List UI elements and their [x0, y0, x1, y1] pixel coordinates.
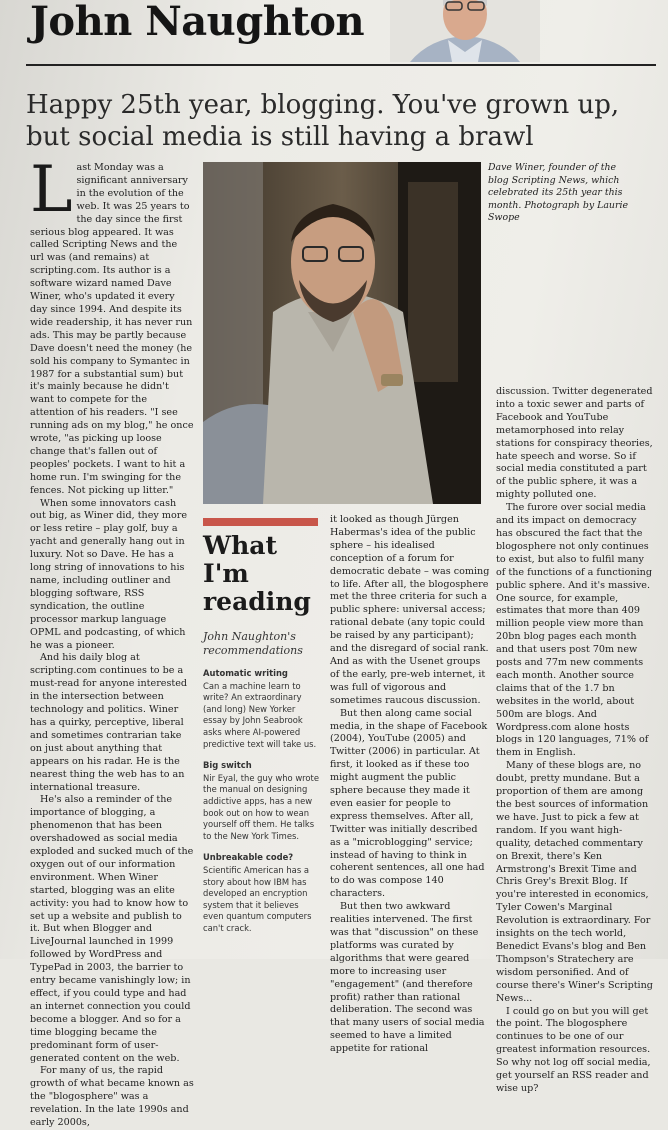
recommendation-text: Nir Eyal, the guy who wrote the manual on designing addictive apps, has a new book out on how to wean yourself off them. He talks to the New York Times. [203, 772, 319, 841]
drop-cap: L [30, 153, 73, 227]
paragraph-8: But then two awkward realities intervened. The first was that "discussion" on these platforms was curated by algorithms that were geared more to increasing user "engagement" (and therefore profit) rather than rational deliberation. The second was that many users of social media seemed to have a limited appetite for rational [330, 901, 485, 1055]
paragraph-10: The furore over social media and its impact on democracy has obscured the fact that the blogosphere not only continues to exist, but also to fulfil many of the functions of a functioning public sphere. And it's massive. One source, for example, estimates that more than 409 million people view more than 20bn blog pages each month and that users post 70m new posts and 77m new comments each month. Another source claims that of the 1.7 bn websites in the world, about 500m are blogs. And Wordpress.com alone hosts blogs in 120 languages, 71% of them in English. [496, 502, 652, 759]
article-column-3 [330, 514, 490, 1056]
recommendation-label: Unbreakable code? [203, 852, 294, 863]
recommendation-item [203, 668, 321, 750]
recommendation-label: Big switch [203, 760, 252, 771]
paragraph-9: discussion. Twitter degenerated into a toxic sewer and parts of Facebook and YouTube metamorphosed into relay stations for conspiracy theories, hate speech and worse. So if social media constituted a part of the public sphere, it was a mighty polluted one. [496, 386, 653, 501]
box-accent-rule [203, 518, 318, 526]
box-title: What I'm reading [203, 531, 311, 616]
box-subtitle: John Naughton's recommendations [203, 630, 303, 657]
paragraph-3: And his daily blog at scripting.com continues to be a must-read for anyone interested in the intersection between technology and politics. Winer has a quirky, perceptive, liberal and sometimes contrarian take on just about anything that appears on his radar. He is the nearest thing the web has to an international treasure. [30, 652, 188, 793]
recommendation-text: Scientific American has a story about how IBM has developed an encryption system that it believes even quantum computers can't crack. [203, 864, 312, 933]
photo-caption: Dave Winer, founder of the blog Scripting News, which celebrated its 25th year this month. Photograph by Laurie Swope [488, 162, 628, 223]
recommendation-item [203, 760, 321, 842]
paragraph-1-text: ast Monday was a significant anniversary in the evolution of the web. It was 25 years to the day since the first serious blog appeared. It was called Scripting News and the url was (and remains) at scripting.com. Its author is a software wizard named Dave Winer, who's updated it every day since 1994. And despite its wide readership, it has never run ads. This may be partly because Dave doesn't need the money (he sold his company to Symantec in 1987 for a substantial sum) but it's mainly because he didn't want to compete for the attention of his readers. "I see running ads on my blog," he once wrote, "as picking up loose change that's fallen out of peoples' pockets. I want to hit a home run. I'm swinging for the fences. Not picking up litter." [30, 162, 194, 496]
columnist-portrait [390, 0, 540, 62]
header-rule [26, 64, 656, 66]
paragraph-4: He's also a reminder of the importance of blogging, a phenomenon that has been overshadowed as social media exploded and sucked much of the oxygen out of our information environment. When Winer started, blogging was an elite activity: you had to know how to set up a website and publish to it. But when Blogger and LiveJournal launched in 1999 followed by WordPress and TypePad in 2003, the barrier to entry became vanishingly low; in effect, if you could type and had an internet connection you could become a blogger. And so for a time blogging became the predominant form of user-generated content on the web. [30, 794, 194, 1064]
paragraph-12: I could go on but you will get the point. The blogosphere continues to be one of our greatest information resources. So why not log off social media, get yourself an RSS reader and wise up? [496, 1005, 651, 1094]
paragraph-1 [30, 153, 194, 498]
recommendation-item [203, 852, 321, 934]
columnist-name: John Naughton [30, 0, 365, 45]
article-column-1 [30, 153, 194, 1130]
article-headline: Happy 25th year, blogging. You've grown up, but social media is still having a brawl [26, 90, 620, 153]
recommendation-label: Automatic writing [203, 668, 288, 678]
paragraph-11: Many of these blogs are, no doubt, pretty mundane. But a proportion of them are among the best sources of information we have. Just to pick a few at random. If you want high-quality, detached commentary on Brexit, there's Ken Armstrong's Brexit Time and Chris Grey's Brexit Blog. If you're interested in economics, Tyler Cowen's Marginal Revolution is extraordinary. For insights on the tech world, Benedict Evans's blog and Ben Thompson's Stratechery are wisdom personified. And of course there's Winer's Scripting News... [496, 760, 653, 1004]
paragraph-2: When some innovators cash out big, as Winer did, they more or less retire – play golf, buy a yacht and generally hang out in luxury. Not so Dave. He has a long string of innovations to his name, including outliner and blogging software, RSS syndication, the outline processor markup language OPML and podcasting, of which he was a pioneer. [30, 497, 188, 651]
article-column-4 [496, 386, 656, 1096]
paragraph-7: But then along came social media, in the shape of Facebook (2004), YouTube (2005) and Twitter (2006) in particular. At first, it looked as if these too might augment the public sphere because they made it even easier for people to express themselves. After all, Twitter was initially described as a "microblogging" service; instead of having to think in coherent sentences, all one had to do was compose 140 characters. [330, 707, 488, 900]
article-photo-dave-winer [203, 162, 481, 504]
paragraph-6: it looked as though Jürgen Habermas's idea of the public sphere – his idealised conception of a forum for democratic debate – was coming to life. After all, the blogosphere met the three criteria for such a public sphere: universal access; rational debate (any topic could be raised by any participant); and the disregard of social rank. And as with the Usenet groups of the early, pre-web internet, it was full of vigorous and sometimes raucous discussion. [330, 514, 490, 706]
recommendation-text: Can a machine learn to write? An extraordinary (and long) New Yorker essay by John Seabrook asks where AI-powered predictive text will take us. [203, 680, 317, 749]
paragraph-5: For many of us, the rapid growth of what became known as the "blogosphere" was a revelation. In the late 1990s and early 2000s, [30, 1065, 194, 1129]
whats-reading-box [203, 518, 321, 934]
